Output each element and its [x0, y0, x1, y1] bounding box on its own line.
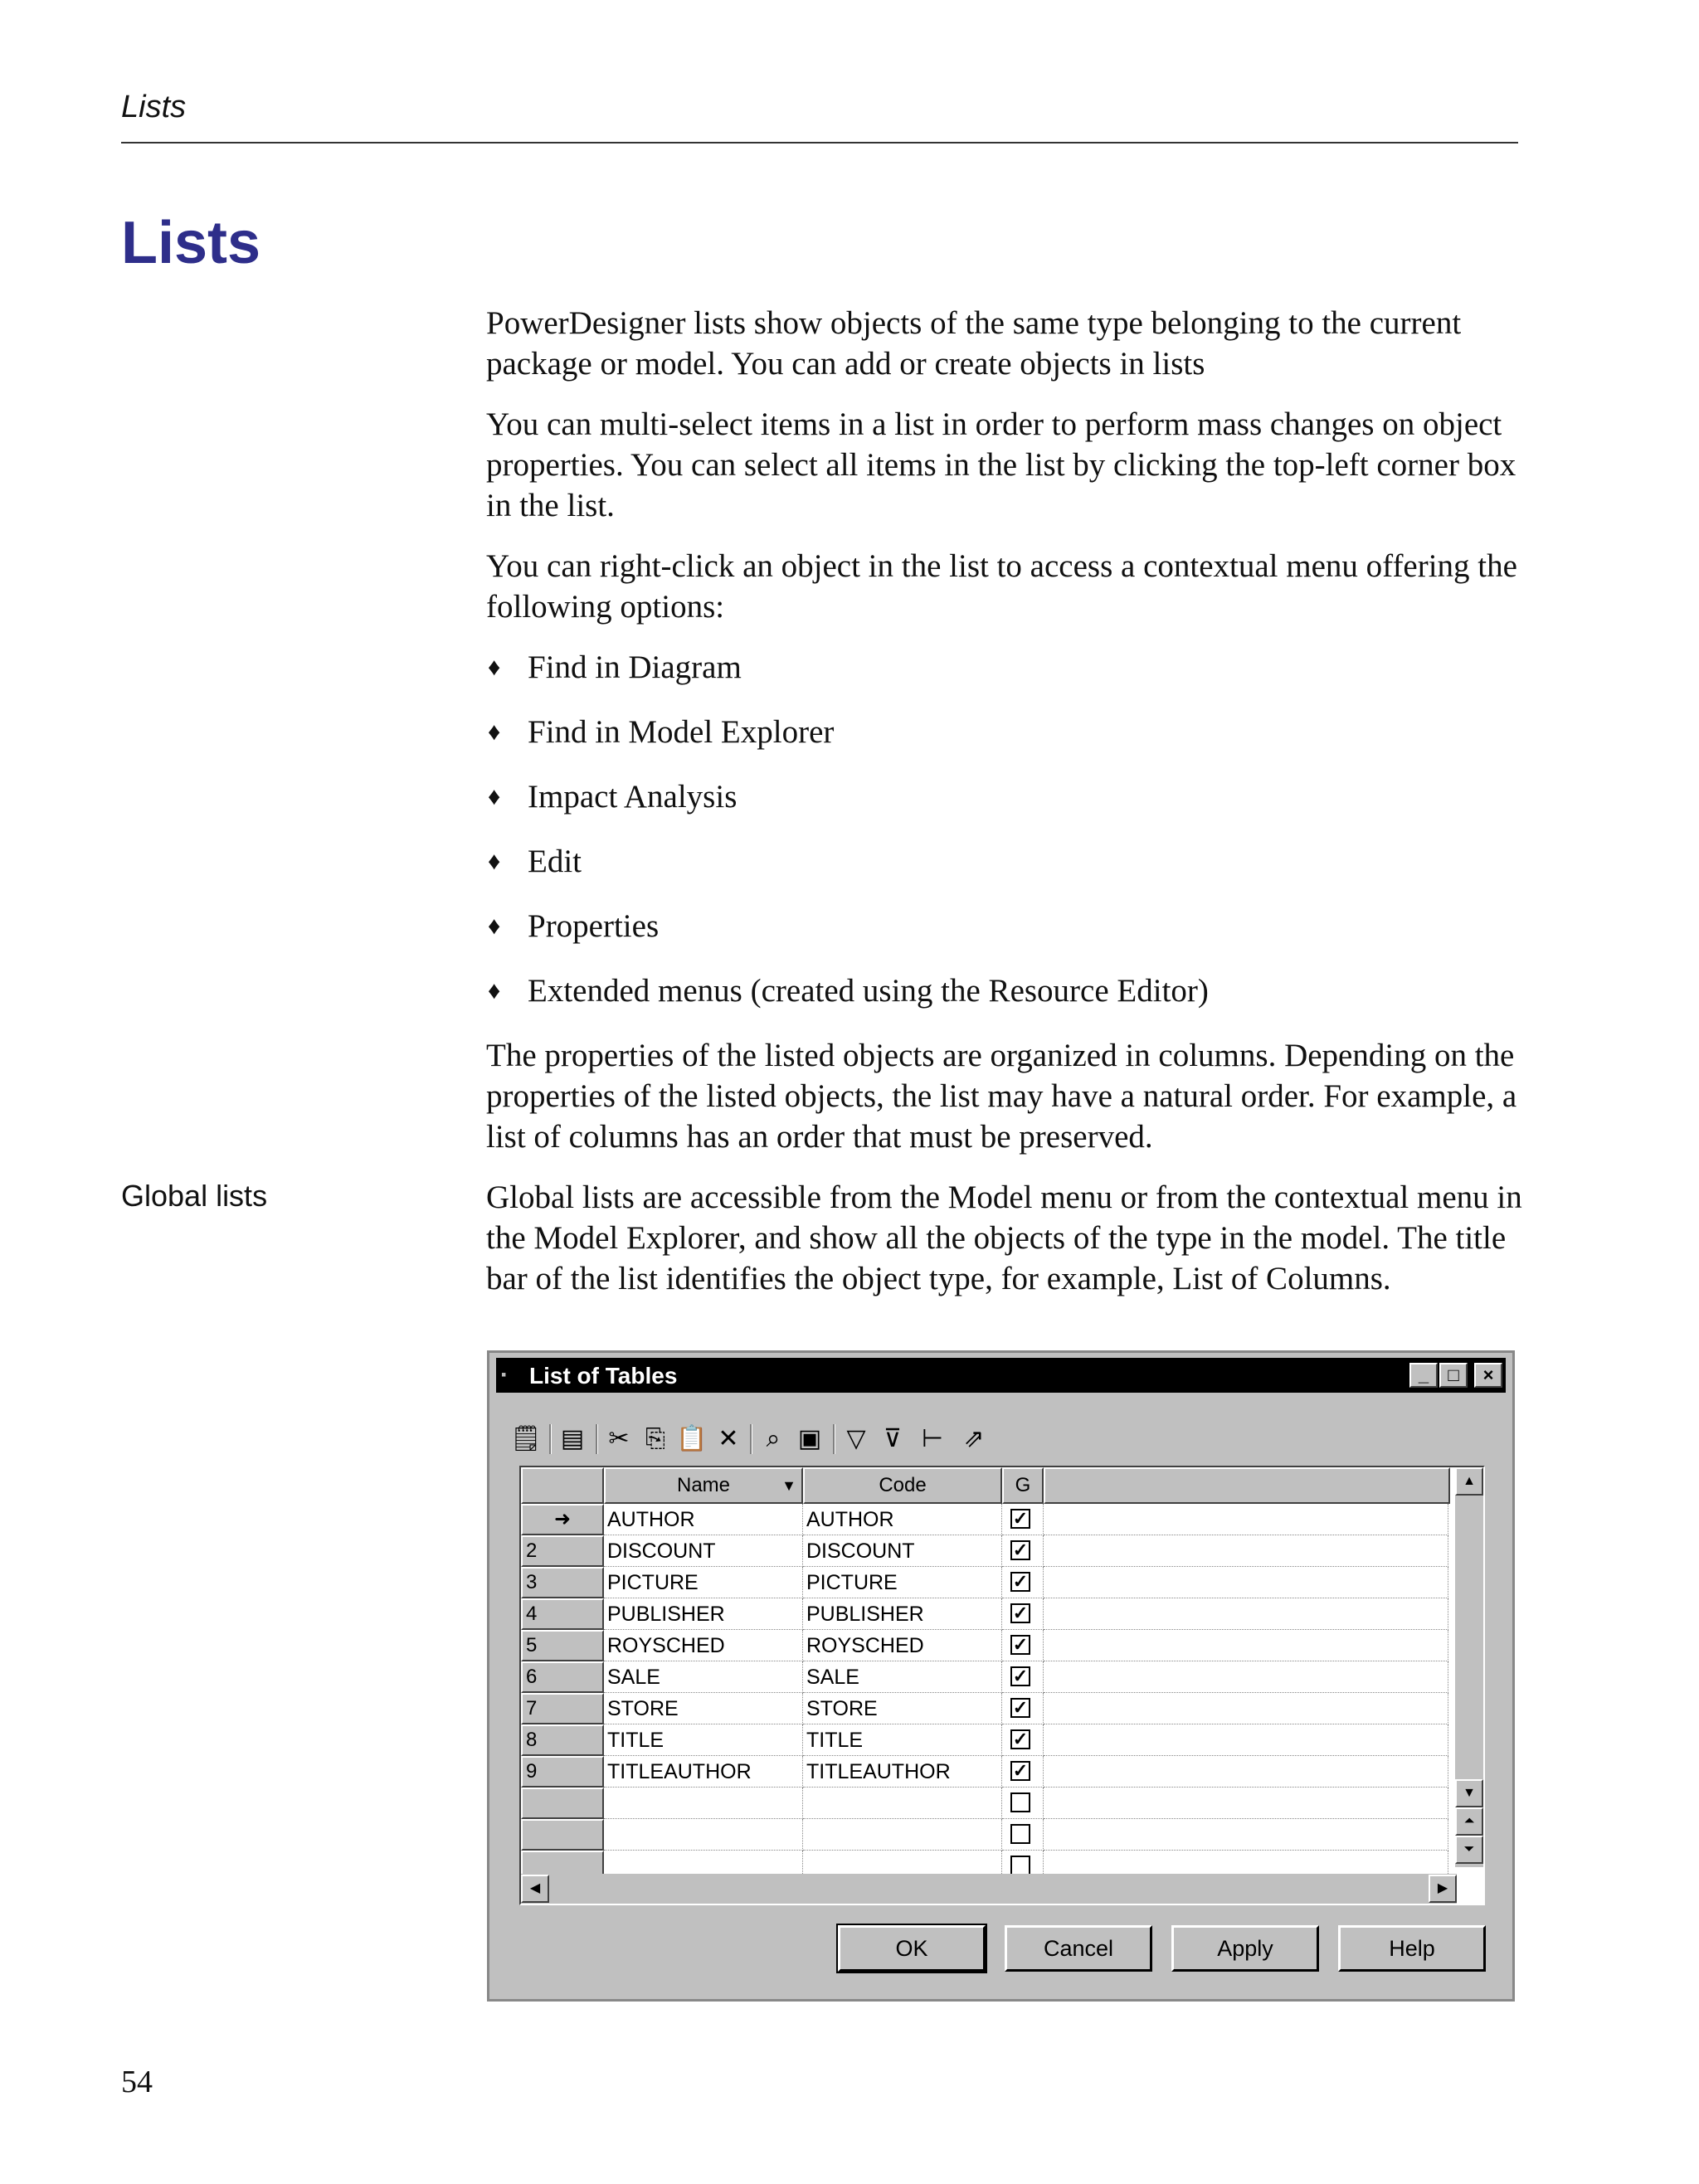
find-icon[interactable]: ⌕ — [766, 1425, 781, 1452]
row-number[interactable]: 2 — [521, 1535, 604, 1567]
bullet-icon: ♦ — [488, 718, 501, 746]
table-row[interactable] — [521, 1693, 1448, 1724]
row-number[interactable] — [521, 1819, 604, 1851]
code-cell[interactable]: STORE — [803, 1693, 1002, 1724]
code-cell[interactable]: TITLE — [803, 1724, 1002, 1756]
code-cell[interactable]: TITLEAUTHOR — [803, 1756, 1002, 1788]
list-item: ♦ Find in Diagram — [486, 647, 1523, 688]
scroll-down-icon[interactable]: ▼ — [1455, 1779, 1483, 1807]
list-item: ♦ Find in Model Explorer — [486, 712, 1523, 752]
column-header-generate[interactable]: G — [1002, 1467, 1044, 1504]
scroll-up-icon[interactable]: ▲ — [1455, 1467, 1483, 1496]
name-cell[interactable]: STORE — [604, 1693, 803, 1724]
generate-checkbox[interactable]: ✓ — [1010, 1603, 1030, 1623]
name-cell[interactable]: TITLEAUTHOR — [604, 1756, 803, 1788]
table-row[interactable] — [521, 1567, 1448, 1598]
row-number[interactable]: 4 — [521, 1598, 604, 1630]
row-number[interactable]: 3 — [521, 1567, 604, 1598]
generate-checkbox[interactable] — [1010, 1824, 1030, 1844]
close-button[interactable]: × — [1474, 1363, 1502, 1388]
scroll-right-icon[interactable]: ▶ — [1429, 1875, 1457, 1903]
delete-icon[interactable]: ✕ — [718, 1425, 739, 1452]
generate-checkbox[interactable]: ✓ — [1010, 1540, 1030, 1560]
paragraph-global-lists: Global lists are accessible from the Model menu or from the contextual menu in the Model Explorer, and show all the objects of the type in the model. The title bar of the list identifies the object type, for example, List of Columns. — [486, 1180, 1522, 1296]
select-all-corner[interactable] — [521, 1467, 604, 1504]
tables-grid — [519, 1466, 1485, 1905]
name-cell[interactable]: DISCOUNT — [604, 1535, 803, 1567]
list-item: ♦ Impact Analysis — [486, 776, 1523, 817]
running-head: Lists — [121, 90, 187, 124]
toolbar-separator — [549, 1424, 552, 1454]
paste-icon[interactable]: 📋 — [676, 1425, 708, 1452]
bullet-icon: ♦ — [488, 783, 501, 810]
cancel-button[interactable]: Cancel — [1005, 1925, 1152, 1972]
code-cell[interactable]: SALE — [803, 1661, 1002, 1693]
row-number[interactable]: 9 — [521, 1756, 604, 1788]
bullet-icon: ♦ — [488, 654, 501, 681]
toolbar-separator — [750, 1424, 752, 1454]
list-item: ♦ Extended menus (created using the Resource Editor) — [486, 970, 1523, 1011]
generate-checkbox[interactable]: ✓ — [1010, 1509, 1030, 1529]
scroll-left-icon[interactable]: ◀ — [521, 1875, 549, 1903]
row-number[interactable]: 5 — [521, 1630, 604, 1661]
side-label-global-lists: Global lists — [121, 1179, 268, 1213]
ok-button[interactable]: OK — [838, 1925, 986, 1972]
shortcut-icon[interactable]: ⇗ — [963, 1425, 985, 1452]
generate-checkbox[interactable]: ✓ — [1010, 1698, 1030, 1718]
bullet-icon: ♦ — [488, 977, 501, 1004]
name-cell[interactable]: SALE — [604, 1661, 803, 1693]
generate-checkbox[interactable]: ✓ — [1010, 1635, 1030, 1655]
page-down-icon[interactable]: ⏷ — [1455, 1836, 1483, 1864]
list-item: ♦ Properties — [486, 906, 1523, 946]
row-number[interactable]: 7 — [521, 1693, 604, 1724]
properties-icon[interactable]: 🗒 — [509, 1425, 543, 1452]
code-cell[interactable]: ROYSCHED — [803, 1630, 1002, 1661]
code-cell[interactable]: DISCOUNT — [803, 1535, 1002, 1567]
page-number: 54 — [121, 2065, 153, 2099]
paragraph-columns: The properties of the listed objects are organized in columns. Depending on the properties of the listed objects, the list may have a natural order. For example, a list of columns has an order that must be preserved. — [486, 1038, 1517, 1155]
table-row[interactable] — [521, 1504, 1448, 1535]
toolbar-separator — [596, 1424, 598, 1454]
row-number[interactable] — [521, 1788, 604, 1819]
list-of-tables-dialog — [487, 1350, 1515, 2002]
current-row-arrow-icon: ➜ — [521, 1504, 604, 1535]
customize-columns-icon[interactable]: ▤ — [560, 1425, 585, 1452]
row-number[interactable]: 6 — [521, 1661, 604, 1693]
generate-checkbox[interactable]: ✓ — [1010, 1729, 1030, 1749]
body-column — [486, 303, 1523, 1319]
paragraph-intro: PowerDesigner lists show objects of the same type belonging to the current package or model. You can add or create objects in lists — [486, 305, 1462, 382]
horizontal-scrollbar[interactable] — [521, 1874, 1457, 1904]
sort-filter-icon[interactable]: ⊽ — [884, 1425, 902, 1452]
tree-icon[interactable]: ⊢ — [921, 1425, 944, 1452]
table-row[interactable] — [521, 1535, 1448, 1567]
column-header-name[interactable]: Name ▼ — [604, 1467, 803, 1504]
dialog-titlebar[interactable] — [496, 1358, 1506, 1393]
cut-icon[interactable]: ✂ — [608, 1425, 630, 1452]
dialog-title: List of Tables — [529, 1363, 678, 1389]
table-row[interactable] — [521, 1724, 1448, 1756]
name-cell[interactable]: PICTURE — [604, 1567, 803, 1598]
menu-options-list — [486, 647, 1523, 1011]
generate-checkbox[interactable]: ✓ — [1010, 1761, 1030, 1781]
copy-icon[interactable]: ⎘ — [645, 1425, 665, 1452]
empty-row[interactable] — [521, 1819, 1448, 1851]
minimize-button[interactable]: _ — [1409, 1363, 1438, 1388]
table-row[interactable] — [521, 1598, 1448, 1630]
column-header-empty — [1044, 1467, 1450, 1504]
paragraph-contextual-menu: You can right-click an object in the list to access a contextual menu offering the following options: — [486, 548, 1517, 625]
name-cell[interactable]: TITLE — [604, 1724, 803, 1756]
table-row[interactable] — [521, 1630, 1448, 1661]
filter-icon[interactable]: ▽ — [846, 1425, 866, 1452]
column-header-code[interactable]: Code — [803, 1467, 1002, 1504]
list-item: ♦ Edit — [486, 841, 1523, 882]
name-cell[interactable]: ROYSCHED — [604, 1630, 803, 1661]
code-cell[interactable]: PUBLISHER — [803, 1598, 1002, 1630]
generate-checkbox[interactable] — [1010, 1856, 1030, 1875]
list-toolbar — [509, 1419, 1492, 1459]
vertical-scrollbar[interactable] — [1455, 1467, 1483, 1867]
name-cell[interactable]: PUBLISHER — [604, 1598, 803, 1630]
empty-row[interactable] — [521, 1788, 1448, 1819]
table-row[interactable] — [521, 1661, 1448, 1693]
table-row[interactable] — [521, 1756, 1448, 1788]
row-number[interactable]: 8 — [521, 1724, 604, 1756]
toolbar-separator — [833, 1424, 835, 1454]
bullet-icon: ♦ — [488, 848, 501, 875]
paragraph-multiselect: You can multi-select items in a list in order to perform mass changes on object properties. You can select all items in the list by clicking the top-left corner box in the list. — [486, 406, 1516, 523]
name-cell[interactable]: AUTHOR — [604, 1504, 803, 1535]
find-in-diagram-icon[interactable]: ▣ — [797, 1425, 822, 1452]
generate-checkbox[interactable] — [1010, 1792, 1030, 1812]
generate-checkbox[interactable]: ✓ — [1010, 1666, 1030, 1686]
header-rule — [121, 142, 1518, 143]
sort-arrow-icon: ▼ — [781, 1477, 796, 1494]
page-up-icon[interactable]: ⏶ — [1455, 1807, 1483, 1836]
code-cell[interactable]: AUTHOR — [803, 1504, 1002, 1535]
apply-button[interactable]: Apply — [1171, 1925, 1319, 1972]
bullet-icon: ♦ — [488, 912, 501, 940]
code-cell[interactable]: PICTURE — [803, 1567, 1002, 1598]
app-icon: ▪ — [501, 1366, 507, 1383]
generate-checkbox[interactable]: ✓ — [1010, 1572, 1030, 1592]
help-button[interactable]: Help — [1338, 1925, 1486, 1972]
page-title: Lists — [121, 210, 261, 276]
maximize-button[interactable]: □ — [1439, 1363, 1468, 1388]
